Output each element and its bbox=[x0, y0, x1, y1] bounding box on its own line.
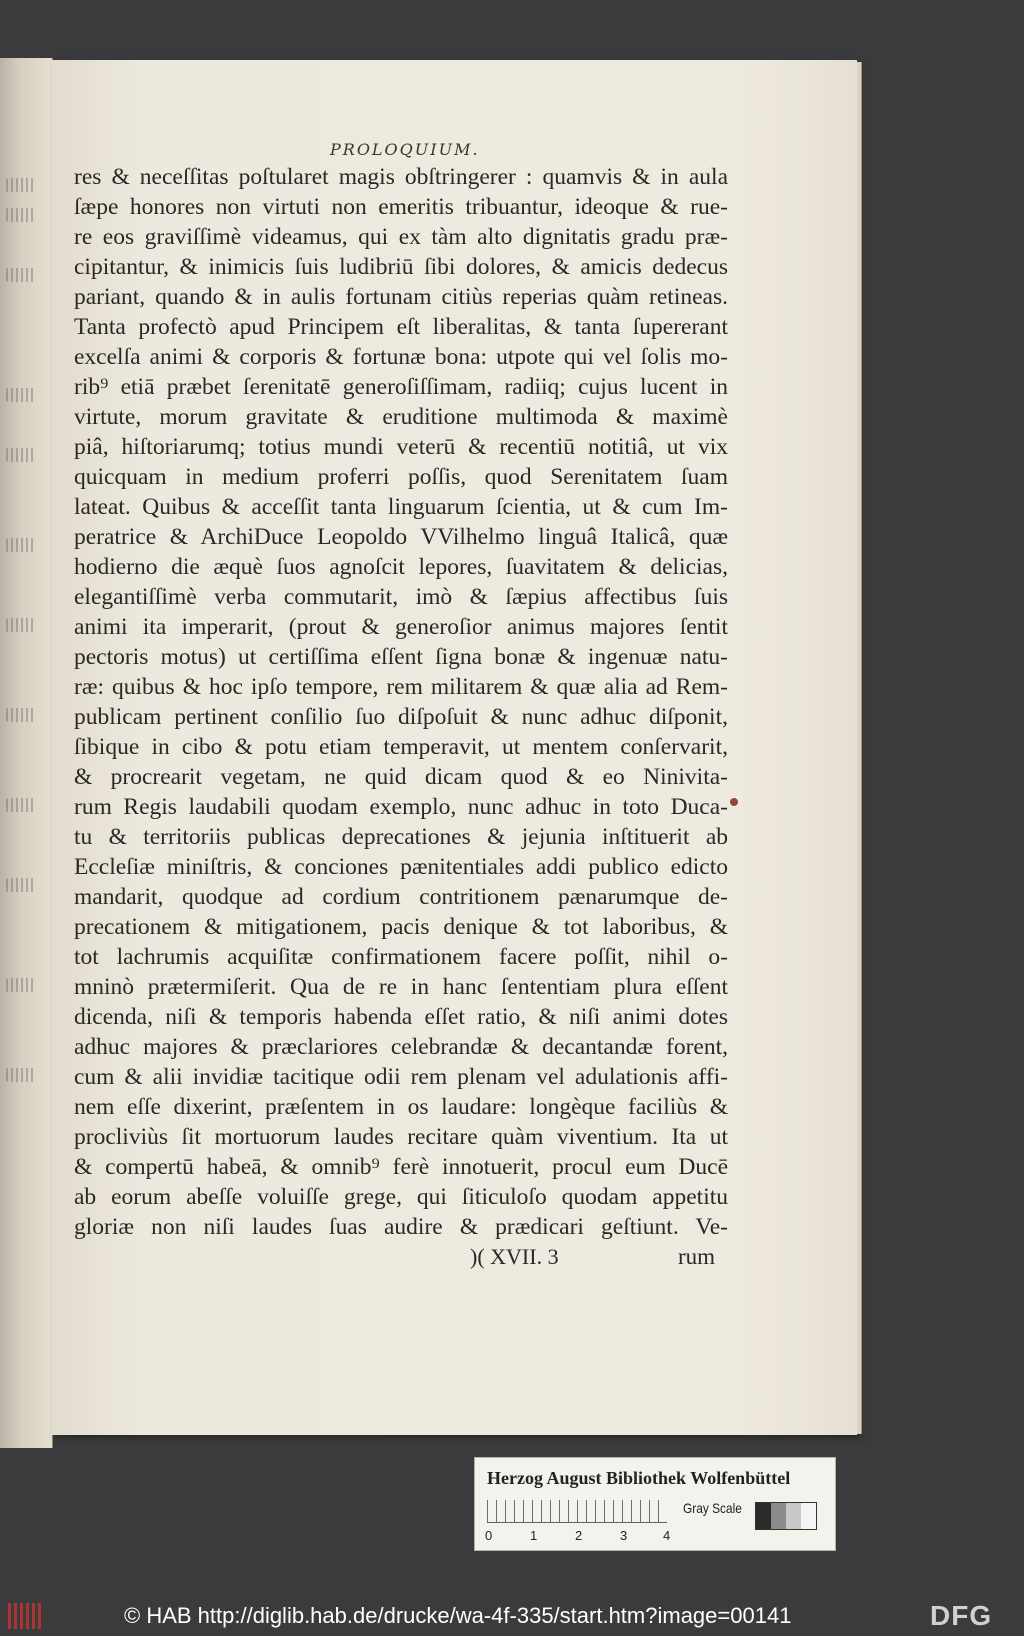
text-line: precationem & mitigationem, pacis denique & tot laboribus, & bbox=[74, 914, 728, 940]
facing-page-text-fragment bbox=[6, 978, 36, 992]
body-text bbox=[74, 162, 728, 1242]
dfg-logo-icon: DFG bbox=[930, 1600, 993, 1631]
text-line: mninò prætermiſerit. Qua de re in hanc ſententiam plura eſſent bbox=[74, 974, 728, 1000]
text-line: animi ita imperarit, (prout & generoſior animus majores ſentit bbox=[74, 614, 728, 640]
text-line: hodierno die æquè ſuos agnoſcit lepores, ſuavitatem & delicias, bbox=[74, 554, 728, 580]
gray-swatch bbox=[756, 1503, 771, 1529]
text-line: ræ: quibus & hoc ipſo tempore, rem militarem & quæ alia ad Rem- bbox=[74, 674, 728, 700]
gray-scale-swatches bbox=[755, 1502, 817, 1530]
facing-page-text-fragment bbox=[6, 878, 36, 892]
text-line: pectoris motus) ut certiſſima eſſent ſigna bonæ & ingenuæ natu- bbox=[74, 644, 728, 670]
text-line: & procrearit vegetam, ne quid dicam quod & eo Ninivita- bbox=[74, 764, 728, 790]
text-line: cum & alii invidiæ tacitique odii rem plenam vel adulationis affi- bbox=[74, 1064, 728, 1090]
ruler-number: 3 bbox=[620, 1528, 628, 1543]
ruler-number: 1 bbox=[530, 1528, 538, 1543]
footer-bar bbox=[0, 1595, 1024, 1636]
text-line: virtute, morum gravitate & eruditione multimoda & maximè bbox=[74, 404, 728, 430]
text-line: adhuc majores & præclariores celebrandæ & decantandæ forent, bbox=[74, 1034, 728, 1060]
text-line: dicenda, niſi & temporis habenda eſſet ratio, & niſi animi dotes bbox=[74, 1004, 728, 1030]
facing-page-text-fragment bbox=[6, 448, 36, 462]
text-line: & compertū habeā, & omnib⁹ ferè innotuerit, procul eum Ducē bbox=[74, 1154, 728, 1180]
text-line: Eccleſiæ miniſtris, & conciones pænitentiales addi publico edicto bbox=[74, 854, 728, 880]
gray-swatch bbox=[786, 1503, 801, 1529]
text-line: gloriæ non niſi laudes ſuas audire & prædicari geſtiunt. Ve- bbox=[74, 1214, 728, 1240]
margin-mark bbox=[730, 798, 738, 806]
text-line: mandarit, quodque ad cordium contritionem pænarumque de- bbox=[74, 884, 728, 910]
text-line: publicam pertinent conſilio ſuo diſpoſuit & nunc adhuc diſponit, bbox=[74, 704, 728, 730]
page-edge bbox=[857, 62, 862, 1434]
facing-page-text-fragment bbox=[6, 618, 36, 632]
facing-page-text-fragment bbox=[6, 208, 36, 222]
facing-page-text-fragment bbox=[6, 538, 36, 552]
facing-page-text-fragment bbox=[6, 178, 36, 192]
ruler-scale bbox=[487, 1500, 667, 1523]
signature-mark: )( XVII. 3 bbox=[470, 1244, 559, 1269]
text-line: Tanta profectò apud Principem eſt liberalitas, & tanta ſupererant bbox=[74, 314, 728, 340]
text-line: piâ, hiſtoriarumq; totius mundi veterū & recentiū notitiâ, ut vix bbox=[74, 434, 728, 460]
text-line: cipitantur, & inimicis ſuis ludibriū ſibi dolores, & amicis dedecus bbox=[74, 254, 728, 280]
catchword: rum bbox=[678, 1244, 716, 1269]
ruler-number: 4 bbox=[663, 1528, 671, 1543]
text-line: peratrice & ArchiDuce Leopoldo VVilhelmo linguâ Italicâ, quæ bbox=[74, 524, 728, 550]
text-line: tu & territoriis publicas deprecationes & jejunia inſtituerit ab bbox=[74, 824, 728, 850]
text-line: ſibique in cibo & potu etiam temperavit, ut mentem conſervarit, bbox=[74, 734, 728, 760]
ruler-number: 0 bbox=[485, 1528, 493, 1543]
gray-swatch bbox=[771, 1503, 786, 1529]
text-line: nem eſſe dixerint, præſentem in os laudare: longèque faciliùs & bbox=[74, 1094, 728, 1120]
text-line: ab eorum abeſſe voluiſſe grege, qui ſiticuloſo quodam appetitu bbox=[74, 1184, 728, 1210]
text-line: tot lachrumis acquiſitæ confirmationem facere poſſit, nihil o- bbox=[74, 944, 728, 970]
text-line: elegantiſſimè verba commutarit, imò & ſæpius affectibus ſuis bbox=[74, 584, 728, 610]
facing-page-edge bbox=[0, 58, 53, 1448]
library-name: Herzog August Bibliothek Wolfenbüttel bbox=[487, 1468, 791, 1488]
text-line: res & neceſſitas poſtularet magis obſtringerer : quamvis & in aula bbox=[74, 164, 728, 190]
text-line: lateat. Quibus & acceſſit tanta linguarum ſcientia, ut & cum Im- bbox=[74, 494, 728, 520]
text-line: pariant, quando & in aulis fortunam citiùs reperias quàm retineas. bbox=[74, 284, 728, 310]
gray-scale-label: Gray Scale bbox=[683, 1500, 742, 1516]
text-line: rib⁹ etiā præbet ſerenitatē generoſiſſimam, radiiq; cujus lucent in bbox=[74, 374, 728, 400]
text-line: re eos graviſſimè videamus, qui ex tàm alto dignitatis gradu præ- bbox=[74, 224, 728, 250]
facing-page-text-fragment bbox=[6, 1068, 36, 1082]
facing-page-text-fragment bbox=[6, 708, 36, 722]
copyright-link[interactable]: © HAB http://diglib.hab.de/drucke/wa-4f-335/start.htm?image=00141 bbox=[124, 1603, 792, 1628]
ruler-number: 2 bbox=[575, 1528, 583, 1543]
text-line: excelſa animi & corporis & fortunæ bona: utpote qui vel ſolis mo- bbox=[74, 344, 728, 370]
text-line: ſæpe honores non virtuti non emeritis tribuantur, ideoque & rue- bbox=[74, 194, 728, 220]
text-line: quicquam in medium proferri poſſis, quod Serenitatem ſuam bbox=[74, 464, 728, 490]
running-head: PROLOQUIUM. bbox=[330, 140, 480, 159]
facing-page-text-fragment bbox=[6, 388, 36, 402]
facing-page-text-fragment bbox=[6, 798, 36, 812]
hab-barcode-logo-icon bbox=[8, 1603, 44, 1629]
gray-swatch bbox=[801, 1503, 816, 1529]
text-line: procliviùs ſit mortuorum laudes recitare quàm viventium. Ita ut bbox=[74, 1124, 728, 1150]
facing-page-text-fragment bbox=[6, 268, 36, 282]
color-scale-card bbox=[474, 1457, 836, 1551]
text-line: rum Regis laudabili quodam exemplo, nunc adhuc in toto Duca- bbox=[74, 794, 728, 820]
